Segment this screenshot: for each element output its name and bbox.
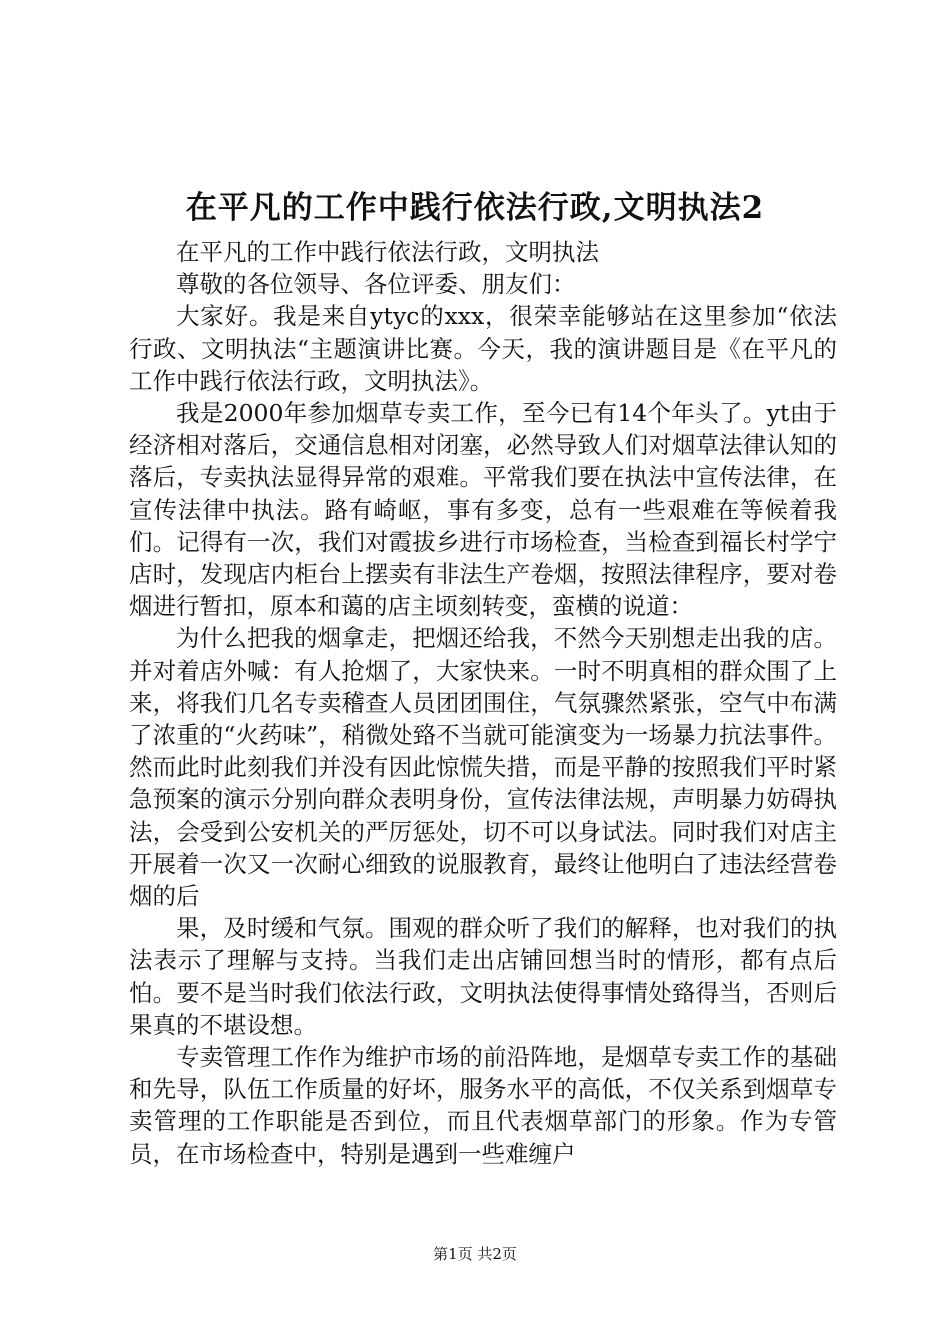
paragraph: 果，及时缓和气氛。围观的群众听了我们的解释，也对我们的执法表示了理解与支持。当我们走出店铺回想当时的情形，都有点后怕。要不是当时我们依法行政，文明执法使得事情处臵得当，否则后果真的不堪设想。 — [129, 914, 837, 1039]
paragraph: 专卖管理工作作为维护市场的前沿阵地，是烟草专卖工作的基础和先导，队伍工作质量的好坏，服务水平的高低，不仅关系到烟草专卖管理的工作职能是否到位，而且代表烟草部门的形象。作为专管员，在市场检查中，特别是遇到一些难缠户 — [129, 1043, 837, 1168]
paragraph-subtitle: 在平凡的工作中践行依法行政，文明执法 — [176, 238, 599, 266]
paragraph-salutation: 尊敬的各位领导、各位评委、朋友们： — [176, 270, 576, 299]
document-body — [129, 236, 837, 1170]
page-number: 第1页 共2页 — [433, 1245, 517, 1263]
paragraph: 我是2000年参加烟草专卖工作，至今已有14个年头了。yt由于经济相对落后，交通信息相对闭塞，必然导致人们对烟草法律认知的落后，专卖执法显得异常的艰难。平常我们要在执法中宣传法律，在宣传法律中执法。路有崎岖，事有多变，总有一些艰难在等候着我们。记得有一次，我们对霞拔乡进行市场检查，当检查到福长村学宁店时，发现店内柜台上摆卖有非法生产卷烟，按照法律程序，要对卷烟进行暂扣，原本和蔼的店主顷刻转变，蛮横的说道： — [129, 399, 837, 621]
document-title: 在平凡的工作中践行依法行政,文明执法2 — [185, 190, 765, 226]
paragraph: 大家好。我是来自ytyc的xxx，很荣幸能够站在这里参加“依法行政、文明执法“主题演讲比赛。今天，我的演讲题目是《在平凡的工作中践行依法行政，文明执法》。 — [129, 302, 837, 395]
paragraph: 为什么把我的烟拿走，把烟还给我，不然今天别想走出我的店。并对着店外喊：有人抢烟了，大家快来。一时不明真相的群众围了上来，将我们几名专卖稽查人员团团围住，气氛骤然紧张，空气中布满了浓重的“火药味”，稍微处臵不当就可能演变为一场暴力抗法事件。然而此时此刻我们并没有因此惊慌失措，而是平静的按照我们平时紧急预案的演示分别向群众表明身份，宣传法律法规，声明暴力妨碍执法，会受到公安机关的严厉惩处，切不可以身试法。同时我们对店主开展着一次又一次耐心细致的说服教育，最终让他明白了违法经营卷烟的后 — [129, 624, 837, 911]
